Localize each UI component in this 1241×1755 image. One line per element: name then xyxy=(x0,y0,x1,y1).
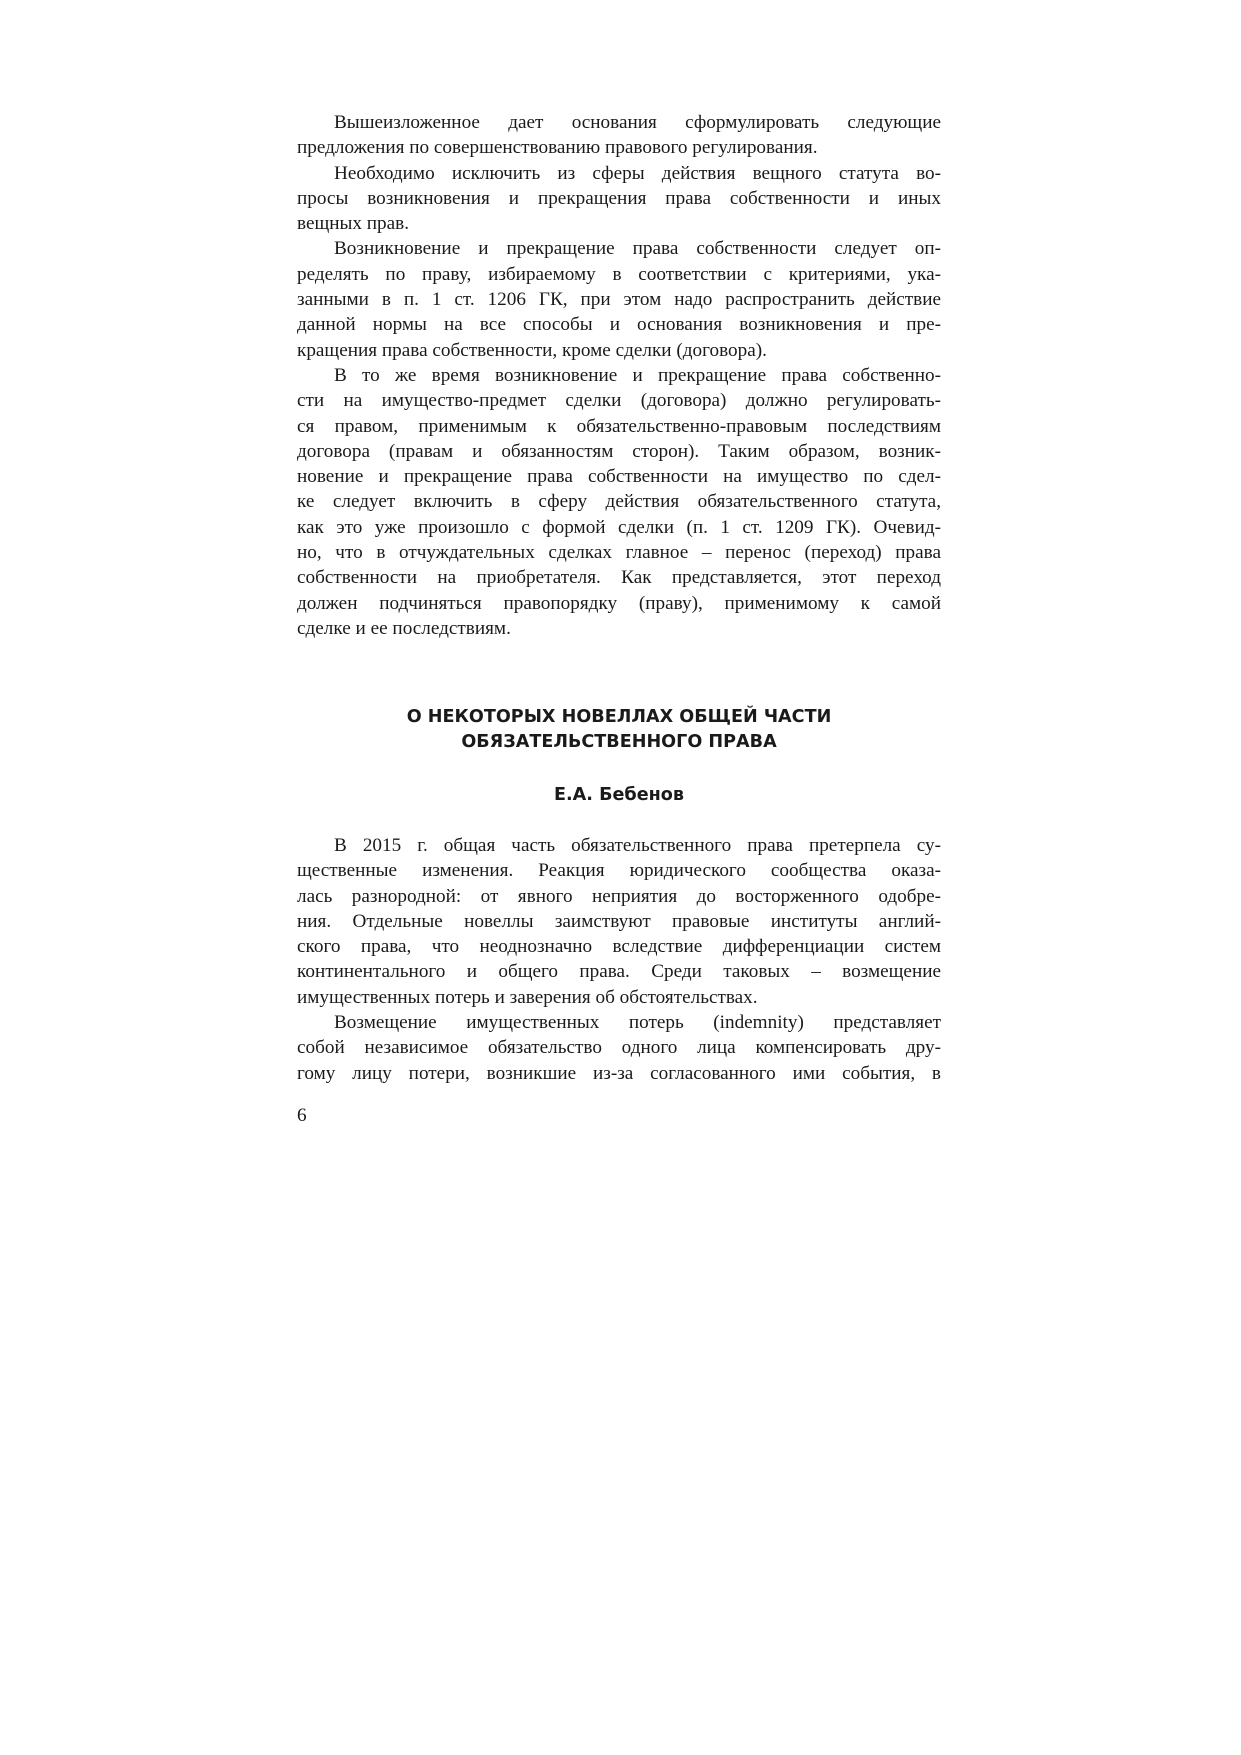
text-line: щественные изменения. Реакция юридического сообщества оказа- xyxy=(297,860,941,882)
paragraph xyxy=(297,1010,941,1086)
article-title-line-2: ОБЯЗАТЕЛЬСТВЕННОГО ПРАВА xyxy=(461,732,777,752)
text-line: ке следует включить в сферу действия обязательственного статута, xyxy=(297,491,941,513)
body-text-section-1 xyxy=(297,110,941,641)
body-text-section-2 xyxy=(297,833,941,1086)
text-line: как это уже произошло с формой сделки (п. 1 ст. 1209 ГК). Очевид- xyxy=(297,516,941,538)
text-line: собой независимое обязательство одного лица компенсировать дру- xyxy=(297,1037,941,1059)
text-line: занными в п. 1 ст. 1206 ГК, при этом надо распространить действие xyxy=(297,289,941,311)
text-line: ния. Отдельные новеллы заимствуют правовые институты англий- xyxy=(297,910,941,932)
text-line: гому лицу потери, возникшие из-за согласованного ими события, в xyxy=(297,1062,941,1084)
text-line: новение и прекращение права собственности на имущество по сдел- xyxy=(297,466,941,488)
text-line: данной нормы на все способы и основания возникновения и пре- xyxy=(297,314,941,336)
text-line: просы возникновения и прекращения права собственности и иных xyxy=(297,187,941,209)
text-line: сделке и ее последствиям. xyxy=(297,617,511,639)
text-line: но, что в отчуждательных сделках главное – перенос (переход) права xyxy=(297,542,941,564)
text-line: должен подчиняться правопорядку (праву), применимому к самой xyxy=(297,592,941,614)
page-number: 6 xyxy=(297,1105,307,1126)
paragraph xyxy=(297,110,941,161)
paragraph xyxy=(297,833,941,1010)
text-line: собственности на приобретателя. Как представляется, этот переход xyxy=(297,567,941,589)
text-line: лась разнородной: от явного неприятия до восторженного одобре- xyxy=(297,885,941,907)
text-line: Возмещение имущественных потерь (indemnity) представляет xyxy=(334,1012,941,1034)
text-line: ределять по праву, избираемому в соответствии с критериями, ука- xyxy=(297,263,941,285)
text-line: договора (правам и обязанностям сторон). Таким образом, возник- xyxy=(297,440,941,462)
text-line: Необходимо исключить из сферы действия вещного статута во- xyxy=(334,162,941,184)
text-line: сти на имущество-предмет сделки (договора) должно регулировать- xyxy=(297,390,941,412)
paragraph xyxy=(297,161,941,237)
text-line: имущественных потерь и заверения об обстоятельствах. xyxy=(297,986,758,1008)
paragraph xyxy=(297,363,941,641)
text-line: ского права, что неоднозначно вследствие дифференциации систем xyxy=(297,936,941,958)
text-line: Возникновение и прекращение права собственности следует оп- xyxy=(334,238,941,260)
text-line: предложения по совершенствованию правового регулирования. xyxy=(297,137,818,159)
article-title-line-1: О НЕКОТОРЫХ НОВЕЛЛАХ ОБЩЕЙ ЧАСТИ xyxy=(406,707,832,727)
text-line: В 2015 г. общая часть обязательственного права претерпела су- xyxy=(334,835,941,856)
text-line: ся правом, применимым к обязательственно-правовым последствиям xyxy=(297,415,941,437)
text-line: В то же время возникновение и прекращение права собственно- xyxy=(334,364,941,386)
paragraph xyxy=(297,236,941,362)
text-line: континентального и общего права. Среди таковых – возмещение xyxy=(297,961,941,983)
text-line: кращения права собственности, кроме сделки (договора). xyxy=(297,339,767,361)
article-author: Е.А. Бебенов xyxy=(553,785,685,805)
article-title xyxy=(297,705,941,755)
text-line: Вышеизложенное дает основания сформулировать следующие xyxy=(334,112,941,133)
text-line: вещных прав. xyxy=(297,213,410,235)
